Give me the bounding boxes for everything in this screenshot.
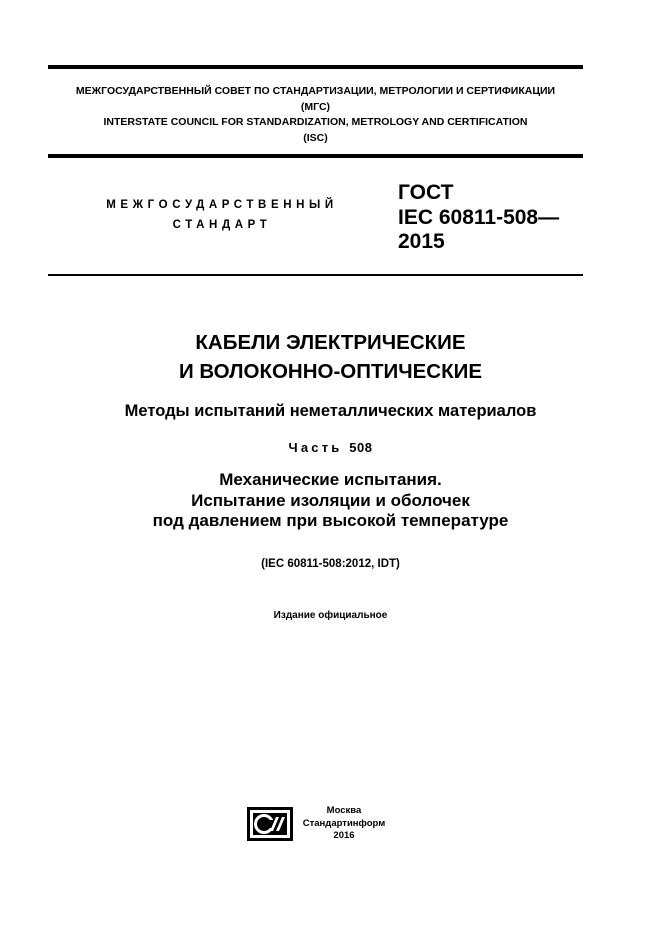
edition-note: Издание официальное	[273, 610, 388, 621]
part-label	[0, 439, 661, 457]
publisher-name: Стандартинформ	[302, 817, 386, 829]
part-title	[0, 470, 661, 532]
standard-type-line1: МЕЖГОСУДАРСТВЕННЫЙ	[106, 199, 338, 211]
council-ru-abbr: (МГС)	[300, 100, 331, 113]
standard-designation	[398, 181, 559, 255]
council-header	[48, 84, 583, 146]
council-en-abbr: (ISC)	[303, 131, 328, 144]
document-subtitle: Методы испытаний неметаллических материалов	[124, 402, 537, 420]
designation-rule	[48, 274, 583, 276]
equivalence-note: (IEC 60811-508:2012, IDT)	[261, 558, 400, 570]
publisher-block	[290, 805, 398, 843]
document-title	[0, 328, 661, 386]
document-title-line1: КАБЕЛИ ЭЛЕКТРИЧЕСКИЕ	[195, 331, 466, 354]
gost-prefix: ГОСТ	[398, 181, 454, 204]
part-title-line1: Механические испытания.	[219, 470, 442, 489]
document-title-line2: И ВОЛОКОННО-ОПТИЧЕСКИЕ	[178, 360, 483, 383]
gost-number: IEC 60811-508—	[398, 205, 560, 229]
council-en-name: INTERSTATE COUNCIL FOR STANDARDIZATION, METROLOGY AND CERTIFICATION	[103, 116, 528, 128]
standard-type-line2: СТАНДАРТ	[172, 219, 272, 231]
part-title-line2: Испытание изоляции и оболочек	[191, 490, 470, 510]
publisher-city: Москва	[326, 805, 362, 816]
council-ru-name: МЕЖГОСУДАРСТВЕННЫЙ СОВЕТ ПО СТАНДАРТИЗАЦИИ, МЕТРОЛОГИИ И СЕРТИФИКАЦИИ	[75, 85, 556, 97]
part-title-line3: под давлением при высокой температуре	[152, 511, 509, 530]
publication-year: 2016	[333, 830, 355, 841]
gost-year: 2015	[398, 230, 445, 253]
standard-type-label	[88, 195, 356, 235]
standartinform-logo-icon	[247, 807, 293, 841]
part-number: 508	[349, 440, 373, 455]
council-rule	[48, 154, 583, 158]
top-rule	[48, 65, 583, 69]
part-word: Часть	[288, 440, 343, 455]
